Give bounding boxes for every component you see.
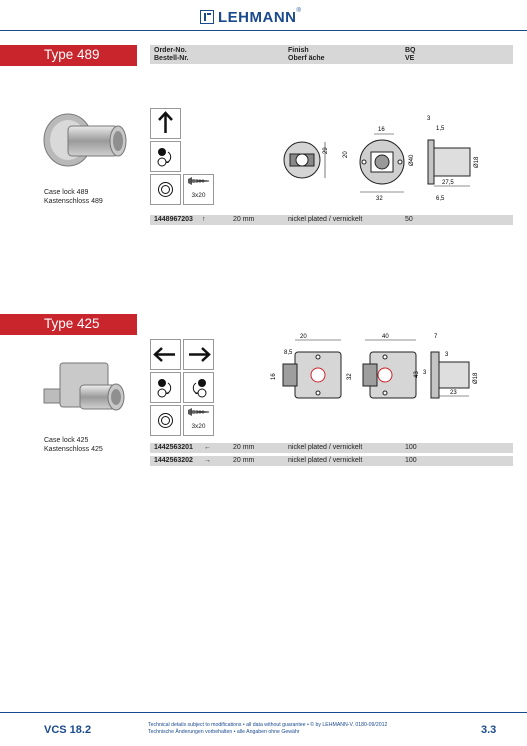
svg-text:7: 7 <box>434 334 438 340</box>
brand-logo <box>200 8 301 26</box>
svg-text:20: 20 <box>343 151 349 158</box>
type-489-banner: Type 489 <box>0 45 137 66</box>
arrow-up-icon: ↑ <box>202 216 206 223</box>
svg-text:32: 32 <box>376 196 383 202</box>
catalog-code: VCS 18.2 <box>44 724 92 736</box>
finish-value: nickel plated / vernickelt <box>288 444 363 451</box>
icon-box-direction-left <box>150 339 181 370</box>
icon-box-key-right <box>183 372 214 403</box>
screw-icon <box>184 406 213 422</box>
cylinder-icon <box>151 175 180 204</box>
icon-box-direction <box>150 108 181 139</box>
svg-text:23: 23 <box>450 390 457 396</box>
svg-text:Ø40: Ø40 <box>409 154 415 166</box>
arrow-up-icon <box>151 109 180 138</box>
arrow-left-icon <box>151 340 180 369</box>
header-qty: BQ VE <box>405 47 416 62</box>
icon-box-cylinder <box>150 174 181 205</box>
lehmann-logo-icon <box>200 10 214 24</box>
order-number: 1442563201 <box>154 444 193 451</box>
icon-box-screw <box>183 174 214 205</box>
svg-text:20: 20 <box>300 334 307 340</box>
header-divider <box>0 30 527 31</box>
qty-value: 100 <box>405 444 417 451</box>
finish-value: nickel plated / vernickelt <box>288 216 363 223</box>
arrow-right-icon <box>184 340 213 369</box>
order-number: 1448967203 <box>154 216 193 223</box>
svg-text:6,5: 6,5 <box>436 196 445 202</box>
icon-box-screw <box>183 405 214 436</box>
svg-text:16: 16 <box>271 373 277 380</box>
arrow-left-icon: ← <box>204 444 211 451</box>
finish-value: nickel plated / vernickelt <box>288 457 363 464</box>
key-turn-icon <box>184 373 213 402</box>
icon-box-cylinder <box>150 405 181 436</box>
svg-text:27,5: 27,5 <box>442 180 454 186</box>
icon-box-key-left <box>150 372 181 403</box>
lock-425-drawing <box>265 330 513 430</box>
svg-text:43: 43 <box>414 371 420 378</box>
svg-text:Ø18: Ø18 <box>474 156 480 168</box>
svg-text:40: 40 <box>382 334 389 340</box>
header-order: Order-No. Bestell-Nr. <box>154 47 189 62</box>
svg-text:1,5: 1,5 <box>436 126 445 132</box>
icon-box-direction-right <box>183 339 214 370</box>
cylinder-icon <box>151 406 180 435</box>
qty-value: 100 <box>405 457 417 464</box>
arrow-right-icon: → <box>204 457 211 464</box>
key-turn-icon <box>151 142 180 171</box>
length-value: 20 mm <box>233 216 255 223</box>
svg-text:29: 29 <box>323 147 329 154</box>
footer-divider <box>0 712 527 713</box>
brand-name: LEHMANN <box>218 8 297 26</box>
svg-text:3: 3 <box>445 352 449 358</box>
svg-text:8,5: 8,5 <box>284 350 293 356</box>
length-value: 20 mm <box>233 457 255 464</box>
svg-text:3: 3 <box>427 116 431 122</box>
table-row <box>150 456 513 466</box>
table-row <box>150 443 513 453</box>
table-row <box>150 215 513 225</box>
screw-size-label: 3x20 <box>191 192 206 199</box>
lock-489-drawing <box>270 110 510 210</box>
lock-489-caption: Case lock 489 Kastenschloss 489 <box>44 189 103 205</box>
svg-text:32: 32 <box>347 373 353 380</box>
icon-box-key <box>150 141 181 172</box>
screw-size-label: 3x20 <box>191 423 206 430</box>
svg-text:16: 16 <box>378 127 385 133</box>
header-finish: Finish Oberf äche <box>288 47 325 62</box>
lock-489-photo <box>40 108 135 183</box>
lock-425-caption: Case lock 425 Kastenschloss 425 <box>44 437 103 453</box>
svg-text:3: 3 <box>423 370 427 376</box>
lock-425-photo <box>40 355 135 433</box>
key-turn-icon <box>151 373 180 402</box>
brand-registered: ® <box>296 8 301 14</box>
column-header <box>150 45 513 64</box>
page-number: 3.3 <box>481 724 497 736</box>
qty-value: 50 <box>405 216 413 223</box>
order-number: 1442563202 <box>154 457 193 464</box>
type-425-banner: Type 425 <box>0 314 137 335</box>
screw-icon <box>184 175 213 191</box>
length-value: 20 mm <box>233 444 255 451</box>
svg-text:Ø18: Ø18 <box>473 372 479 384</box>
footer-disclaimer: Technical details subject to modifications • all data without guarantee • © by LEHMANN-V. 0180-09/2012 Technische Änderungen vorbehalten • alle Angaben ohne Gewähr <box>148 722 388 735</box>
